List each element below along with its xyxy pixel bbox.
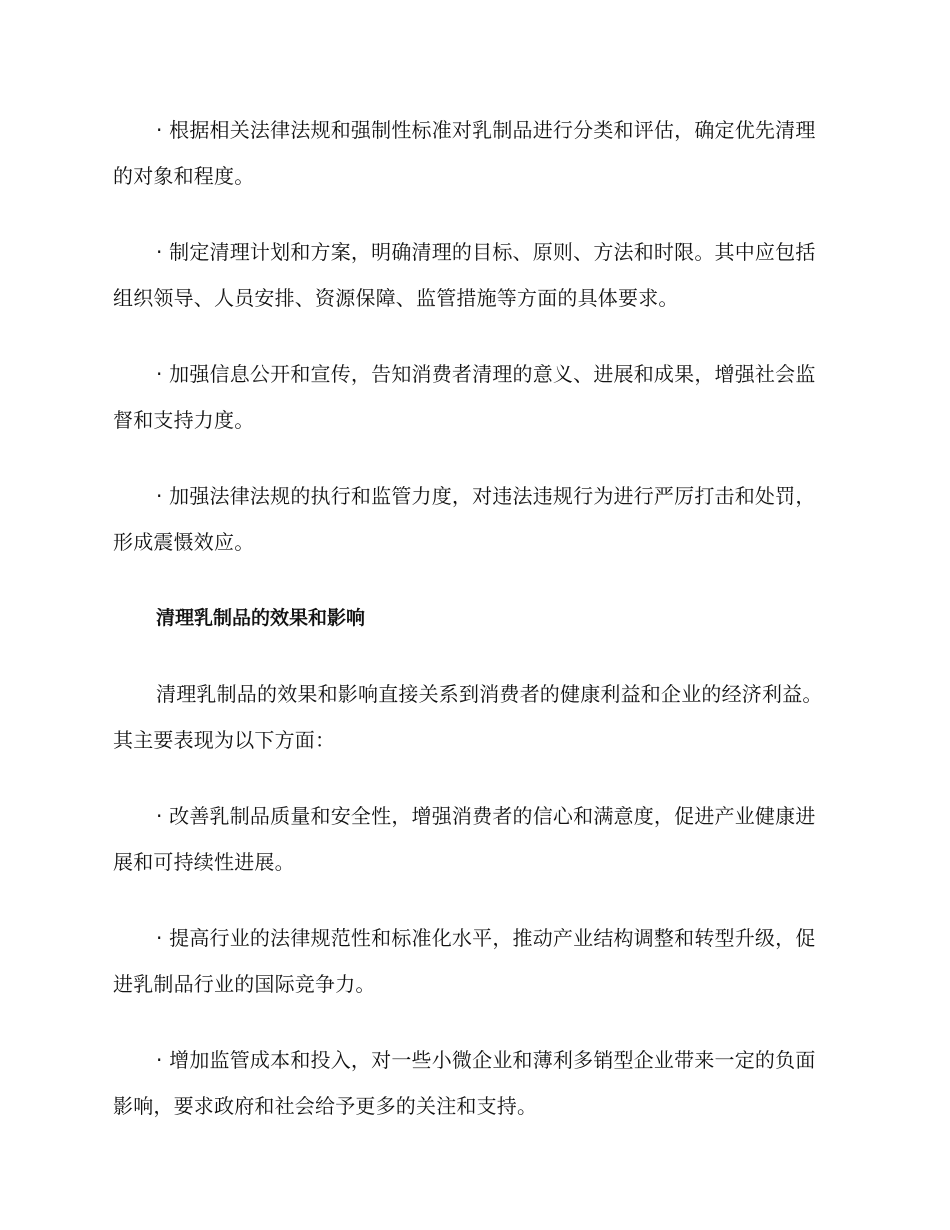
intro-paragraph: 清理乳制品的效果和影响直接关系到消费者的健康利益和企业的经济利益。其主要表现为以下方面： xyxy=(113,682,823,752)
bullet-paragraph: · 改善乳制品质量和安全性，增强消费者的信心和满意度，促进产业健康进展和可持续性进展。 xyxy=(113,804,816,874)
bullet-paragraph: · 提高行业的法律规范性和标准化水平，推动产业结构调整和转型升级，促进乳制品行业的国际竞争力。 xyxy=(113,926,816,996)
bullet-paragraph: · 增加监管成本和投入，对一些小微企业和薄利多销型企业带来一定的负面影响，要求政府和社会给予更多的关注和支持。 xyxy=(113,1048,816,1118)
bullet-paragraph: · 制定清理计划和方案，明确清理的目标、原则、方法和时限。其中应包括组织领导、人员安排、资源保障、监管措施等方面的具体要求。 xyxy=(113,240,816,310)
document-body xyxy=(113,107,833,1159)
bullet-paragraph: · 加强信息公开和宣传，告知消费者清理的意义、进展和成果，增强社会监督和支持力度。 xyxy=(113,362,816,432)
bullet-paragraph: · 根据相关法律法规和强制性标准对乳制品进行分类和评估，确定优先清理的对象和程度。 xyxy=(113,118,816,188)
section-heading: 清理乳制品的效果和影响 xyxy=(156,607,366,629)
bullet-paragraph: · 加强法律法规的执行和监管力度，对违法违规行为进行严厉打击和处罚，形成震慑效应。 xyxy=(113,484,816,554)
